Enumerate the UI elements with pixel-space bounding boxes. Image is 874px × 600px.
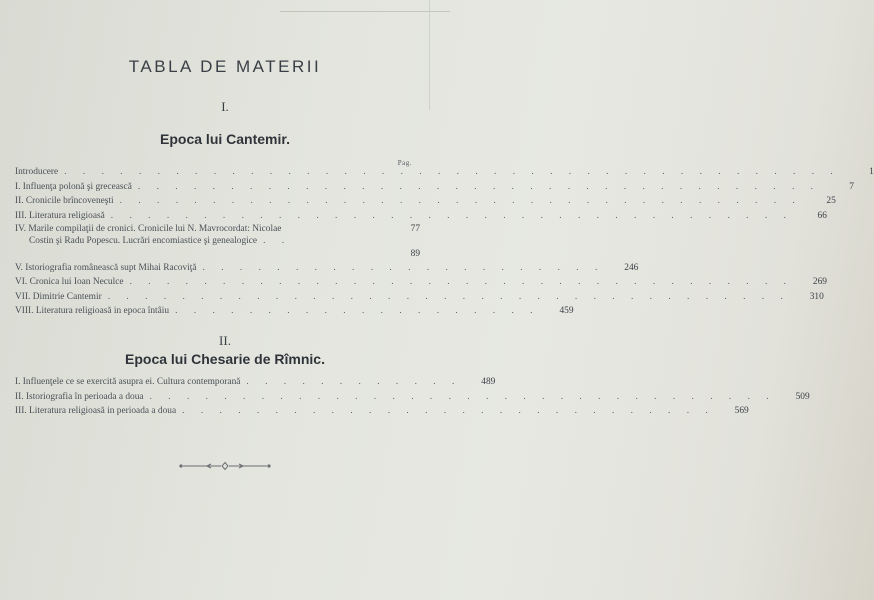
leader-dots: . . . . . . . . . . . . . . . . . . . . . . . . . . . . . . . . . . . . . xyxy=(107,292,790,302)
toc-entry[interactable] xyxy=(15,405,749,417)
toc-entry-title: III. Literatura religioasă xyxy=(15,211,105,221)
toc-entry-page: 7 xyxy=(849,182,854,192)
toc-entry[interactable] xyxy=(15,210,827,222)
page-column-label: Pag. xyxy=(397,159,412,167)
toc-entry[interactable] xyxy=(15,376,496,388)
toc-entry-page: 66 xyxy=(817,211,827,221)
toc-entry[interactable] xyxy=(15,291,824,303)
section-2-heading: Epoca lui Chesarie de Rîmnic. xyxy=(125,351,325,367)
toc-entry-multiline[interactable] xyxy=(15,223,420,235)
toc-entry[interactable] xyxy=(15,305,574,317)
leader-dots: . . . . . . . . . . . . . . . . . . . . . . . . . . . . . . . . . . xyxy=(149,392,776,402)
leader-dots: . . . . . . . . . . . . . . . . . . . . xyxy=(175,306,540,316)
toc-entry-title: VII. Dimitrie Cantemir xyxy=(15,292,102,302)
toc-entry[interactable] xyxy=(15,166,874,178)
toc-entry-title: II. Istoriografia în perioada a doua xyxy=(15,392,144,402)
section-1-heading: Epoca lui Cantemir. xyxy=(160,131,290,147)
toc-entry-title: VIII. Literatura religioasă in epoca întâiu xyxy=(15,306,170,316)
leader-dots: . . . . . . . . . . . . . . . . . . . . . . . . . . . . . . . . . . . . . xyxy=(137,182,820,192)
toc-entry-continuation xyxy=(15,235,420,247)
toc-entry-continuation-text: Costin şi Radu Popescu. Lucrări encomiastice şi genealogice xyxy=(29,236,258,246)
toc-entry-title: II. Cronicile brîncoveneşti xyxy=(15,196,114,206)
toc-entry-title: III. Literatura religioasă in perioada a doua xyxy=(15,406,177,416)
toc-entry-page: 489 xyxy=(481,377,496,387)
leader-dots: . . . . . . . . . . . . . . . . . . . . . . . . . . . . . . . . . . . . xyxy=(129,277,793,287)
toc-entry-page: 77 xyxy=(410,224,420,234)
toc-entry-title: IV. Marile compilaţii de cronici. Cronicile lui N. Mavrocordat: Nicolae xyxy=(15,224,282,234)
toc-entry-page: 569 xyxy=(734,406,749,416)
toc-entry[interactable] xyxy=(15,262,639,274)
section-1-numeral: I. xyxy=(221,99,229,114)
leader-dots: . . . . . . . . . . . . . . . . . . . . . . . . . . . . . xyxy=(182,406,715,416)
leader-dots: . . . . . . . . . . . . . . . . . . . . . . . . . . . . . . . . . . . . . xyxy=(119,196,802,206)
toc-entry-page: 246 xyxy=(624,263,639,273)
toc-entry-title: I. Influenţele ce se exercită asupra ei. Cultura contemporană xyxy=(15,377,241,387)
leader-dots: . . . . . . . . . . . . xyxy=(246,377,462,387)
leader-dots: . . . . . . . . . . . . . . . . . . . . . . . . . . . . . . . . . . . . . xyxy=(110,211,793,221)
section-2-numeral: II. xyxy=(219,333,231,348)
toc-entry-title: I. Influenţa polonă şi grecească xyxy=(15,182,132,192)
page-title: TABLA DE MATERII xyxy=(128,57,322,76)
toc-entry-page: 310 xyxy=(809,292,824,302)
toc-entry-page: 509 xyxy=(795,392,810,402)
toc-entry-continuation-page xyxy=(15,248,420,260)
toc-entry-page: 1 xyxy=(869,167,874,177)
page-edge-line xyxy=(280,11,450,12)
toc-entry-title: Introducere xyxy=(15,167,59,177)
toc-entry-page: 25 xyxy=(826,196,836,206)
leader-dots: . . xyxy=(263,236,292,246)
toc-entry[interactable] xyxy=(15,195,836,207)
toc-entry-title: VI. Cronica lui Ioan Neculce xyxy=(15,277,124,287)
toc-entry-page: 89 xyxy=(410,249,420,259)
leader-dots: . . . . . . . . . . . . . . . . . . . . . . . . . . . . . . . . . . . . . . . . . . xyxy=(64,167,840,177)
toc-entry-title: V. Istoriografia românească supt Mihai Racoviţă xyxy=(15,263,197,273)
toc-entry-page: 269 xyxy=(812,277,827,287)
ornament-divider xyxy=(177,461,273,471)
toc-entry[interactable] xyxy=(15,391,810,403)
toc-entry[interactable] xyxy=(15,276,827,288)
toc-entry-page: 459 xyxy=(559,306,574,316)
leader-dots: . . . . . . . . . . . . . . . . . . . . . . xyxy=(202,263,605,273)
toc-entry[interactable] xyxy=(15,181,854,193)
page-fold-line xyxy=(429,0,430,110)
